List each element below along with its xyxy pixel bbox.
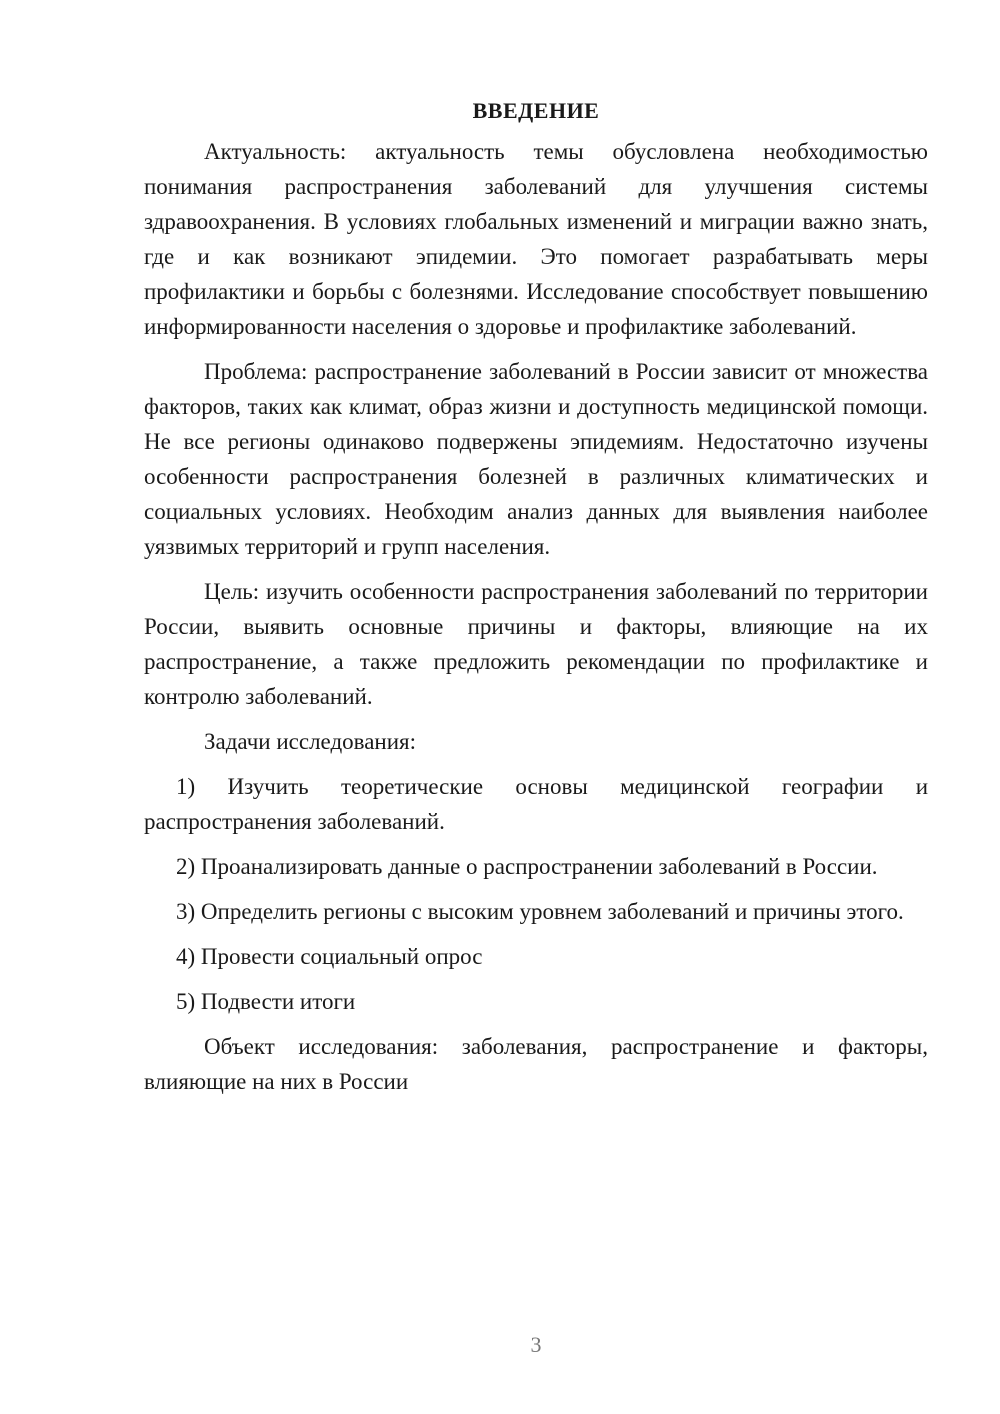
object-paragraph: Объект исследования: заболевания, распространение и факторы, влияющие на них в России [144, 1034, 928, 1094]
task-item-5: 5) Подвести итоги [176, 989, 356, 1014]
page-content [144, 96, 928, 1109]
tasks-heading: Задачи исследования: [204, 729, 417, 754]
page-number: 3 [530, 1332, 542, 1357]
goal-paragraph: Цель: изучить особенности распространения заболеваний по территории России, выявить основные причины и факторы, влияющие на их распространение, а также предложить рекомендации по профилактике и контролю заболеваний. [144, 579, 928, 709]
problem-paragraph: Проблема: распространение заболеваний в России зависит от множества факторов, таких как климат, образ жизни и доступность медицинской помощи. Не все регионы одинаково подвержены эпидемиям. Недостаточно изучены особенности распространения болезней в различных климатических и социальных условиях. Необходим анализ данных для выявления наиболее уязвимых территорий и групп населения. [144, 359, 928, 559]
section-heading: ВВЕДЕНИЕ [472, 98, 600, 123]
task-item-2: 2) Проанализировать данные о распространении заболеваний в России. [176, 854, 878, 879]
task-item-4: 4) Провести социальный опрос [176, 944, 483, 969]
relevance-paragraph: Актуальность: актуальность темы обусловлена необходимостью понимания распространения заболеваний для улучшения системы здравоохранения. В условиях глобальных изменений и миграции важно знать, где и как возникают эпидемии. Это помогает разрабатывать меры профилактики и борьбы с болезнями. Исследование способствует повышению информированности населения о здоровье и профилактике заболеваний. [144, 139, 928, 339]
task-item-3: 3) Определить регионы с высоким уровнем заболеваний и причины этого. [176, 899, 904, 924]
task-item-1: 1) Изучить теоретические основы медицинской географии и распространения заболеваний. [144, 774, 928, 834]
